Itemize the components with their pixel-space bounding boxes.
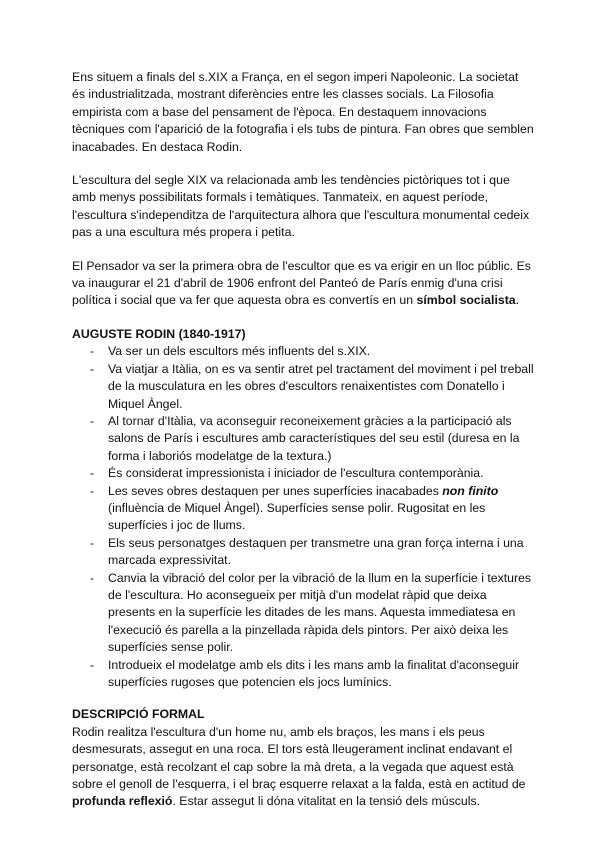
pensador-text: El Pensador va ser la primera obra de l'escultor que es va erigir en un lloc públic. Es va inaugurar el 21 d'abril de 1906 enfront del Panteó de París enmig d'una crisi política i social que va fer que aquesta obra es convertís en un bbox=[72, 258, 531, 308]
descripcio-text-end: . Estar assegut li dóna vitalitat en la tensió dels músculs. bbox=[172, 794, 481, 809]
list-item bbox=[72, 361, 534, 413]
list-item-text: Introdueix el modelatge amb els dits i les mans amb la finalitat d'aconseguir superfícies rugoses que potencien els jocs lumínics. bbox=[108, 657, 520, 689]
non-finito-emphasis: non finito bbox=[442, 483, 499, 498]
list-item bbox=[72, 483, 534, 535]
list-item bbox=[72, 343, 534, 360]
pensador-paragraph bbox=[72, 258, 534, 310]
dash-bullet: - bbox=[90, 570, 95, 585]
dash-bullet: - bbox=[90, 657, 95, 672]
dash-bullet: - bbox=[90, 535, 95, 550]
dash-bullet: - bbox=[90, 344, 95, 359]
list-item-text: És considerat impressionista i iniciador de l'escultura contemporània. bbox=[108, 466, 484, 481]
document-body bbox=[72, 69, 534, 811]
profunda-reflexio-bold: profunda reflexió bbox=[72, 794, 173, 809]
simbol-socialista-bold: símbol socialista bbox=[416, 293, 516, 308]
pensador-text-end: . bbox=[515, 293, 520, 308]
list-item-text: Les seves obres destaquen per unes superfícies inacabades bbox=[108, 483, 443, 498]
list-item-text: Al tornar d'Itàlia, va aconseguir reconeixement gràcies a la participació als salons de París i escultures amb característiques del seu estil (duresa en la forma i laboriós modelatge de la textura.) bbox=[108, 413, 520, 463]
list-item bbox=[72, 413, 534, 465]
descripcio-paragraph bbox=[72, 724, 534, 811]
list-item-text: Va ser un dels escultors més influents del s.XIX. bbox=[108, 344, 371, 359]
dash-bullet: - bbox=[90, 413, 95, 428]
list-item bbox=[72, 535, 534, 570]
list-item-text-end: (influència de Miquel Àngel). Superfícies sense polir. Rugositat en les superfícies i joc de llums. bbox=[108, 500, 486, 533]
list-item bbox=[72, 465, 534, 482]
list-item bbox=[72, 570, 534, 657]
dash-bullet: - bbox=[90, 361, 95, 376]
dash-bullet: - bbox=[90, 466, 95, 481]
rodin-heading: AUGUSTE RODIN (1840-1917) bbox=[72, 326, 246, 341]
sculpture-context-paragraph: L'escultura del segle XIX va relacionada amb les tendències pictòriques tot i que amb menys possibilitats formals i temàtiques. Tanmateix, en aquest període, l'escultura s'independitza de l'arquitectura alhora que l'escultura monumental cedeix pas a una escultura més propera i petita. bbox=[72, 173, 530, 240]
list-item-text: Els seus personatges destaquen per transmetre una gran força interna i una marcada expressivitat. bbox=[108, 535, 524, 568]
list-item-text: Va viatjar a Itàlia, on es va sentir atret pel tractament del moviment i pel treball de la musculatura en les obres d'escultors renaixentistes com Donatello i Miquel Àngel. bbox=[108, 361, 534, 411]
list-item-text: Canvia la vibració del color per la vibració de la llum en la superfície i textures de l'escultura. Ho aconsegueix per mitjà d'un modelat ràpid que deixa presents en la superfície les ditades de les mans. Aquesta immediatesa en l'execució és parella a la pinzellada ràpida dels pintors. Per això deixa les superfícies sense polir. bbox=[108, 570, 532, 655]
list-item bbox=[72, 657, 534, 692]
intro-paragraph: Ens situem a finals del s.XIX a França, en el segon imperi Napoleonic. La societat és industrialitzada, mostrant diferències entre les classes socials. La Filosofia empirista com a base del pensament de l'època. En destaquem innovacions tècniques com l'aparició de la fotografia i els tubs de pintura. Fan obres que semblen inacabades. En destaca Rodin. bbox=[72, 70, 534, 154]
dash-bullet: - bbox=[90, 483, 95, 498]
rodin-list bbox=[72, 343, 534, 691]
descripcio-text: Rodin realitza l'escultura d'un home nu, amb els braços, les mans i els peus desmesurats, assegut en una roca. El tors està lleugerament inclinat endavant el personatge, està recolzant el cap sobre la mà dreta, a la vegada que aquest està sobre el genoll de l'esquerra, i el braç esquerre relaxat a la falda, està en actitud de bbox=[72, 724, 526, 792]
descripcio-heading: DESCRIPCIÓ FORMAL bbox=[72, 707, 205, 722]
